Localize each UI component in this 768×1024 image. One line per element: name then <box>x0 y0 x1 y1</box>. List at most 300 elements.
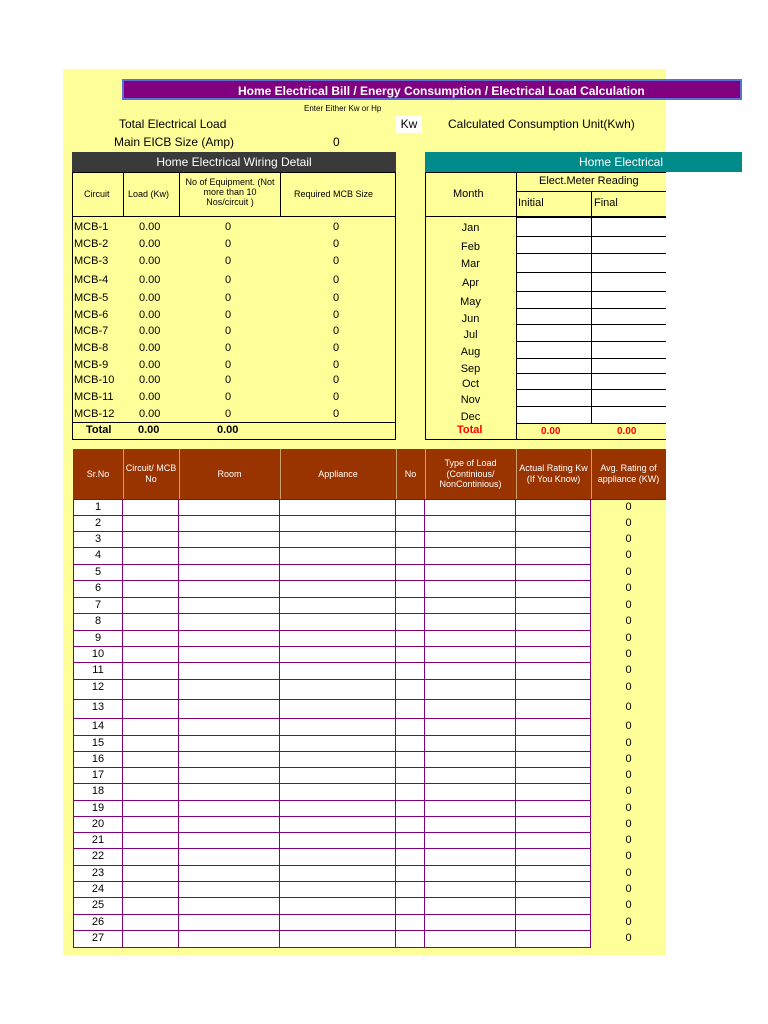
appliance-input-cell[interactable] <box>123 647 179 663</box>
appliance-input-cell[interactable] <box>516 700 591 719</box>
appliance-input-cell[interactable] <box>425 915 516 931</box>
circuit-mcb-size: 0 <box>333 325 340 337</box>
appliance-input-cell[interactable] <box>516 631 591 647</box>
appliance-input-cell[interactable] <box>280 663 396 680</box>
sr-no: 19 <box>91 802 105 814</box>
header-divider <box>591 449 592 499</box>
month-name: Oct <box>461 378 480 390</box>
appliance-input-cell[interactable] <box>516 581 591 598</box>
appliance-input-cell[interactable] <box>179 663 280 680</box>
appliance-input-cell[interactable] <box>123 768 179 784</box>
avg-rating: 0 <box>625 566 632 578</box>
circuit-name: MCB-1 <box>74 221 109 233</box>
circuit-load: 0.00 <box>139 238 161 250</box>
avg-rating: 0 <box>625 883 632 895</box>
appliance-input-cell[interactable] <box>425 647 516 663</box>
appliance-input-cell[interactable] <box>425 882 516 898</box>
circuit-name: MCB-8 <box>74 342 109 354</box>
appliance-input-cell[interactable] <box>280 581 396 598</box>
table-top-line <box>73 499 666 500</box>
circuit-equipment: 0 <box>225 221 232 233</box>
sr-no: 18 <box>91 785 105 797</box>
meter-initial-input[interactable] <box>516 324 592 342</box>
appliance-input-cell[interactable] <box>425 500 516 516</box>
appliance-input-cell[interactable] <box>425 784 516 801</box>
appliance-input-cell[interactable] <box>516 548 591 565</box>
appliance-input-cell[interactable] <box>396 516 425 532</box>
appliance-input-cell[interactable] <box>123 849 179 866</box>
avg-rating: 0 <box>625 753 632 765</box>
appliance-input-cell[interactable] <box>396 700 425 719</box>
sr-no: 9 <box>94 632 102 644</box>
circuit-name: MCB-2 <box>74 238 109 250</box>
circuit-name: MCB-3 <box>74 255 109 267</box>
circuit-mcb-size: 0 <box>333 391 340 403</box>
appliance-input-cell[interactable] <box>396 866 425 882</box>
appliance-input-cell[interactable] <box>396 680 425 700</box>
appliance-input-cell[interactable] <box>396 719 425 736</box>
avg-rating: 0 <box>625 932 632 944</box>
avg-rating: 0 <box>625 582 632 594</box>
wiring-table <box>72 172 396 440</box>
appliance-input-cell[interactable] <box>179 882 280 898</box>
appliance-input-cell[interactable] <box>516 915 591 931</box>
circuit-name: MCB-6 <box>74 309 109 321</box>
appliance-input-cell[interactable] <box>516 898 591 915</box>
appliance-input-cell[interactable] <box>280 631 396 647</box>
appliance-input-cell[interactable] <box>396 784 425 801</box>
appliance-input-cell[interactable] <box>425 565 516 581</box>
appliance-input-cell[interactable] <box>425 898 516 915</box>
avg-rating: 0 <box>625 615 632 627</box>
appliance-col-header: Type of Load (Continious/ NonContinious) <box>439 457 502 490</box>
appliance-input-cell[interactable] <box>396 548 425 565</box>
avg-rating: 0 <box>625 818 632 830</box>
sr-no: 23 <box>91 867 105 879</box>
month-name: Jul <box>463 329 478 341</box>
appliance-input-cell[interactable] <box>425 849 516 866</box>
circuit-equipment: 0 <box>225 342 232 354</box>
appliance-input-cell[interactable] <box>425 614 516 631</box>
appliance-input-cell[interactable] <box>179 680 280 700</box>
appliance-input-cell[interactable] <box>123 663 179 680</box>
appliance-input-cell[interactable] <box>425 768 516 784</box>
appliance-input-cell[interactable] <box>179 752 280 768</box>
circuit-name: MCB-9 <box>74 359 109 371</box>
circuit-load: 0.00 <box>139 325 161 337</box>
appliance-input-cell[interactable] <box>179 631 280 647</box>
appliance-input-cell[interactable] <box>396 532 425 548</box>
appliance-col-header: Sr.No <box>86 468 110 479</box>
circuit-name: MCB-7 <box>74 325 109 337</box>
meter-initial-input[interactable] <box>516 358 592 374</box>
col-equipment: No of Equipment. (Not more than 10 Nos/circuit ) <box>185 177 275 207</box>
appliance-input-cell[interactable] <box>123 915 179 931</box>
appliance-input-cell[interactable] <box>280 719 396 736</box>
appliance-input-cell[interactable] <box>396 931 425 948</box>
circuit-name: MCB-12 <box>74 408 115 420</box>
bill-total-label: Total <box>457 424 483 436</box>
appliance-input-cell[interactable] <box>280 801 396 817</box>
appliance-input-cell[interactable] <box>516 882 591 898</box>
sr-no: 14 <box>91 720 105 732</box>
appliance-input-cell[interactable] <box>280 565 396 581</box>
sr-no: 25 <box>91 899 105 911</box>
avg-rating: 0 <box>625 599 632 611</box>
appliance-input-cell[interactable] <box>516 931 591 948</box>
meter-final-input[interactable] <box>591 308 666 325</box>
appliance-input-cell[interactable] <box>123 784 179 801</box>
appliance-input-cell[interactable] <box>425 931 516 948</box>
circuit-load: 0.00 <box>139 221 161 233</box>
appliance-input-cell[interactable] <box>179 768 280 784</box>
appliance-input-cell[interactable] <box>280 833 396 849</box>
sr-no: 21 <box>91 834 105 846</box>
eicb-label: Main EICB Size (Amp) <box>114 135 235 149</box>
meter-initial-input[interactable] <box>516 272 592 292</box>
appliance-input-cell[interactable] <box>179 548 280 565</box>
appliance-input-cell[interactable] <box>396 801 425 817</box>
meter-initial-input[interactable] <box>516 389 592 407</box>
appliance-input-cell[interactable] <box>123 598 179 614</box>
appliance-input-cell[interactable] <box>280 882 396 898</box>
appliance-input-cell[interactable] <box>280 614 396 631</box>
appliance-input-cell[interactable] <box>280 500 396 516</box>
appliance-input-cell[interactable] <box>280 931 396 948</box>
header-divider <box>396 449 397 499</box>
meter-initial-input[interactable] <box>516 217 592 237</box>
total-load-input[interactable] <box>320 116 382 132</box>
appliance-input-cell[interactable] <box>396 898 425 915</box>
appliance-input-cell[interactable] <box>123 680 179 700</box>
appliance-input-cell[interactable] <box>123 866 179 882</box>
circuit-mcb-size: 0 <box>333 309 340 321</box>
appliance-input-cell[interactable] <box>280 532 396 548</box>
appliance-input-cell[interactable] <box>123 833 179 849</box>
circuit-mcb-size: 0 <box>333 238 340 250</box>
appliance-input-cell[interactable] <box>396 614 425 631</box>
appliance-input-cell[interactable] <box>280 866 396 882</box>
appliance-col-header: Circuit/ MCB No <box>125 463 177 484</box>
appliance-input-cell[interactable] <box>280 752 396 768</box>
appliance-input-cell[interactable] <box>425 680 516 700</box>
appliance-input-cell[interactable] <box>123 581 179 598</box>
appliance-input-cell[interactable] <box>516 680 591 700</box>
meter-final-input[interactable] <box>591 324 666 342</box>
appliance-input-cell[interactable] <box>280 598 396 614</box>
appliance-input-cell[interactable] <box>179 849 280 866</box>
header-divider <box>280 449 281 499</box>
month-name: Feb <box>461 241 480 253</box>
avg-rating: 0 <box>625 701 632 713</box>
appliance-input-cell[interactable] <box>123 882 179 898</box>
appliance-input-cell[interactable] <box>396 736 425 752</box>
appliance-input-cell[interactable] <box>123 614 179 631</box>
circuit-equipment: 0 <box>225 309 232 321</box>
appliance-input-cell[interactable] <box>516 784 591 801</box>
avg-rating: 0 <box>625 737 632 749</box>
appliance-input-cell[interactable] <box>516 801 591 817</box>
appliance-input-cell[interactable] <box>516 849 591 866</box>
avg-rating: 0 <box>625 867 632 879</box>
meter-initial-input[interactable] <box>516 253 592 273</box>
appliance-input-cell[interactable] <box>179 598 280 614</box>
meter-final-input[interactable] <box>591 272 666 292</box>
appliance-input-cell[interactable] <box>280 647 396 663</box>
appliance-input-cell[interactable] <box>123 931 179 948</box>
sr-no: 1 <box>94 501 102 513</box>
appliance-input-cell[interactable] <box>280 784 396 801</box>
total-load-label: Total Electrical Load <box>119 117 227 131</box>
appliance-input-cell[interactable] <box>179 817 280 833</box>
appliance-input-cell[interactable] <box>516 663 591 680</box>
meter-initial-input[interactable] <box>516 236 592 254</box>
col-mcb-size: Required MCB Size <box>294 189 374 199</box>
circuit-load: 0.00 <box>139 274 161 286</box>
appliance-input-cell[interactable] <box>280 898 396 915</box>
appliance-input-cell[interactable] <box>516 516 591 532</box>
sr-no: 5 <box>94 566 102 578</box>
month-name: Jun <box>461 313 480 325</box>
sr-no: 6 <box>94 582 102 594</box>
sr-no: 8 <box>94 615 102 627</box>
avg-rating: 0 <box>625 648 632 660</box>
avg-rating: 0 <box>625 549 632 561</box>
meter-final-input[interactable] <box>591 406 666 424</box>
appliance-input-cell[interactable] <box>425 817 516 833</box>
avg-rating: 0 <box>625 664 632 676</box>
appliance-input-cell[interactable] <box>425 833 516 849</box>
appliance-input-cell[interactable] <box>280 680 396 700</box>
appliance-input-cell[interactable] <box>516 833 591 849</box>
appliance-input-cell[interactable] <box>396 631 425 647</box>
meter-final-input[interactable] <box>591 291 666 309</box>
appliance-input-cell[interactable] <box>123 752 179 768</box>
appliance-input-cell[interactable] <box>123 817 179 833</box>
appliance-input-cell[interactable] <box>396 598 425 614</box>
appliance-input-cell[interactable] <box>396 882 425 898</box>
avg-rating: 0 <box>625 769 632 781</box>
circuit-equipment: 0 <box>225 325 232 337</box>
appliance-input-cell[interactable] <box>123 700 179 719</box>
circuit-load: 0.00 <box>139 255 161 267</box>
appliance-input-cell[interactable] <box>179 532 280 548</box>
appliance-input-cell[interactable] <box>516 647 591 663</box>
appliance-input-cell[interactable] <box>123 719 179 736</box>
header-divider <box>516 449 517 499</box>
circuit-mcb-size: 0 <box>333 342 340 354</box>
sr-no: 26 <box>91 916 105 928</box>
avg-rating: 0 <box>625 681 632 693</box>
appliance-input-cell[interactable] <box>425 631 516 647</box>
appliance-input-cell[interactable] <box>396 833 425 849</box>
col-circuit: Circuit <box>84 189 110 199</box>
appliance-input-cell[interactable] <box>516 565 591 581</box>
appliance-input-cell[interactable] <box>179 647 280 663</box>
appliance-input-cell[interactable] <box>425 752 516 768</box>
appliance-input-cell[interactable] <box>123 532 179 548</box>
appliance-input-cell[interactable] <box>179 801 280 817</box>
month-name: Nov <box>460 394 481 406</box>
appliance-input-cell[interactable] <box>179 736 280 752</box>
appliance-input-cell[interactable] <box>179 700 280 719</box>
sr-no: 12 <box>91 681 105 693</box>
sr-no: 11 <box>92 664 104 676</box>
circuit-load: 0.00 <box>139 374 161 386</box>
appliance-input-cell[interactable] <box>179 866 280 882</box>
appliance-input-cell[interactable] <box>280 516 396 532</box>
meter-final-input[interactable] <box>591 236 666 254</box>
sr-no: 24 <box>91 883 105 895</box>
circuit-equipment: 0 <box>225 255 232 267</box>
sr-no: 2 <box>94 517 102 529</box>
sr-no: 4 <box>94 549 102 561</box>
appliance-input-cell[interactable] <box>179 915 280 931</box>
circuit-equipment: 0 <box>225 408 232 420</box>
appliance-input-cell[interactable] <box>516 719 591 736</box>
meter-final-input[interactable] <box>591 358 666 374</box>
circuit-load: 0.00 <box>139 408 161 420</box>
appliance-input-cell[interactable] <box>516 736 591 752</box>
month-name: Sep <box>460 363 481 375</box>
appliance-input-cell[interactable] <box>425 598 516 614</box>
wiring-total-label: Total <box>86 424 112 436</box>
appliance-input-cell[interactable] <box>396 663 425 680</box>
circuit-mcb-size: 0 <box>333 221 340 233</box>
appliance-input-cell[interactable] <box>123 736 179 752</box>
meter-initial-input[interactable] <box>516 308 592 325</box>
eicb-value: 0 <box>333 135 340 149</box>
sr-no: 27 <box>91 932 105 944</box>
month-name: Aug <box>460 346 481 358</box>
appliance-input-cell[interactable] <box>179 784 280 801</box>
appliance-input-cell[interactable] <box>396 768 425 784</box>
avg-rating: 0 <box>625 533 632 545</box>
col-load: Load (Kw) <box>128 189 170 199</box>
final-label: Final <box>594 197 618 209</box>
circuit-equipment: 0 <box>225 292 232 304</box>
appliance-input-cell[interactable] <box>396 565 425 581</box>
appliance-input-cell[interactable] <box>123 898 179 915</box>
circuit-equipment: 0 <box>225 391 232 403</box>
appliance-input-cell[interactable] <box>425 736 516 752</box>
appliance-input-cell[interactable] <box>179 833 280 849</box>
appliance-col-header: No <box>404 468 417 479</box>
meter-final-input[interactable] <box>591 217 666 237</box>
appliance-input-cell[interactable] <box>179 516 280 532</box>
appliance-input-cell[interactable] <box>516 532 591 548</box>
appliance-input-cell[interactable] <box>425 548 516 565</box>
appliance-input-cell[interactable] <box>396 849 425 866</box>
appliance-input-cell[interactable] <box>396 647 425 663</box>
appliance-input-cell[interactable] <box>516 817 591 833</box>
appliance-input-cell[interactable] <box>280 548 396 565</box>
appliance-input-cell[interactable] <box>123 516 179 532</box>
appliance-input-cell[interactable] <box>516 752 591 768</box>
header-divider <box>123 449 124 499</box>
appliance-col-header: Room <box>217 468 242 479</box>
meter-final-input[interactable] <box>591 253 666 273</box>
appliance-input-cell[interactable] <box>516 866 591 882</box>
appliance-input-cell[interactable] <box>425 719 516 736</box>
circuit-mcb-size: 0 <box>333 408 340 420</box>
meter-initial-input[interactable] <box>516 291 592 309</box>
avg-rating: 0 <box>625 850 632 862</box>
appliance-input-cell[interactable] <box>179 931 280 948</box>
header-divider <box>179 449 180 499</box>
appliance-input-cell[interactable] <box>123 500 179 516</box>
appliance-input-cell[interactable] <box>516 598 591 614</box>
meter-final-input[interactable] <box>591 373 666 390</box>
bill-total-final: 0.00 <box>617 426 637 437</box>
consumption-label: Calculated Consumption Unit(Kwh) <box>448 117 635 131</box>
total-load-unit: Kw <box>396 116 422 133</box>
meter-initial-input[interactable] <box>516 341 592 359</box>
appliance-input-cell[interactable] <box>425 801 516 817</box>
appliance-input-cell[interactable] <box>123 548 179 565</box>
avg-rating: 0 <box>625 785 632 797</box>
appliance-input-cell[interactable] <box>179 719 280 736</box>
title-bar <box>122 79 742 100</box>
appliance-input-cell[interactable] <box>179 898 280 915</box>
avg-rating: 0 <box>625 720 632 732</box>
meter-initial-input[interactable] <box>516 406 592 424</box>
appliance-input-cell[interactable] <box>425 532 516 548</box>
meter-final-input[interactable] <box>591 389 666 407</box>
avg-rating: 0 <box>625 632 632 644</box>
appliance-input-cell[interactable] <box>280 849 396 866</box>
appliance-input-cell[interactable] <box>280 736 396 752</box>
appliance-input-cell[interactable] <box>123 631 179 647</box>
appliance-input-cell[interactable] <box>516 768 591 784</box>
appliance-input-cell[interactable] <box>396 500 425 516</box>
sr-no: 13 <box>91 701 105 713</box>
appliance-input-cell[interactable] <box>396 581 425 598</box>
appliance-input-cell[interactable] <box>123 801 179 817</box>
appliance-input-cell[interactable] <box>396 817 425 833</box>
appliance-input-cell[interactable] <box>179 581 280 598</box>
appliance-input-cell[interactable] <box>516 614 591 631</box>
appliance-input-cell[interactable] <box>425 866 516 882</box>
circuit-equipment: 0 <box>225 374 232 386</box>
appliance-input-cell[interactable] <box>179 500 280 516</box>
appliance-input-cell[interactable] <box>280 700 396 719</box>
appliance-input-cell[interactable] <box>425 663 516 680</box>
bill-header <box>425 152 742 172</box>
sr-no: 22 <box>91 850 105 862</box>
appliance-input-cell[interactable] <box>280 915 396 931</box>
appliance-input-cell[interactable] <box>396 915 425 931</box>
appliance-input-cell[interactable] <box>425 700 516 719</box>
appliance-col-header: Actual Rating Kw (If You Know) <box>519 463 588 484</box>
appliance-input-cell[interactable] <box>516 500 591 516</box>
meter-final-input[interactable] <box>591 341 666 359</box>
appliance-input-cell[interactable] <box>123 565 179 581</box>
appliance-input-cell[interactable] <box>179 565 280 581</box>
meter-initial-input[interactable] <box>516 373 592 390</box>
circuit-mcb-size: 0 <box>333 274 340 286</box>
appliance-input-cell[interactable] <box>280 817 396 833</box>
appliance-input-cell[interactable] <box>396 752 425 768</box>
appliance-input-cell[interactable] <box>280 768 396 784</box>
sr-no: 15 <box>91 737 105 749</box>
appliance-input-cell[interactable] <box>425 581 516 598</box>
circuit-equipment: 0 <box>225 274 232 286</box>
appliance-input-cell[interactable] <box>425 516 516 532</box>
circuit-load: 0.00 <box>139 292 161 304</box>
appliance-input-cell[interactable] <box>179 614 280 631</box>
bill-header-text: Home Electrical <box>579 155 664 169</box>
